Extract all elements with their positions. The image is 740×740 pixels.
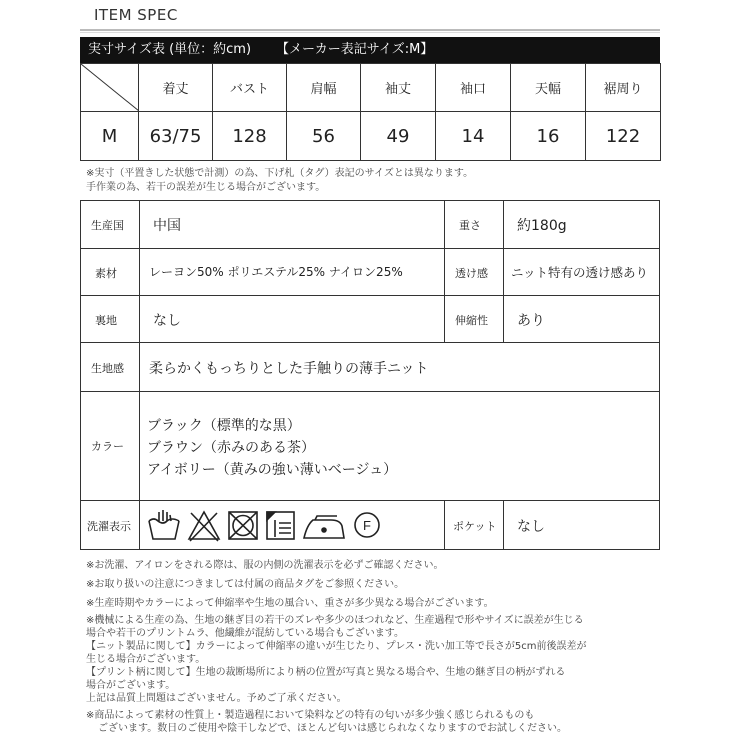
size-value: 16 <box>511 112 586 161</box>
footer-note: ※お取り扱いの注意につきましては付属の商品タグをご参照ください。 <box>86 579 405 590</box>
spec-table <box>80 200 660 550</box>
footer-note: 場合や若干のプリントムラ、他繊維が混紡している場合もございます。 <box>86 628 404 639</box>
size-value: 122 <box>586 112 661 161</box>
col-divider <box>503 201 504 342</box>
weight-value: 約180g <box>517 218 567 234</box>
col-divider <box>503 500 504 549</box>
stretch-label: 伸縮性 <box>455 314 488 327</box>
title-underline-thin <box>80 32 660 33</box>
size-table <box>80 63 661 161</box>
size-table-caption-bar <box>80 37 660 63</box>
texture-value: 柔らかくもっちりとした手触りの薄手ニット <box>149 361 429 377</box>
sheer-label: 透け感 <box>455 267 488 280</box>
wash-icons <box>145 507 435 543</box>
size-value: 56 <box>287 112 361 161</box>
size-note: ※実寸（平置きした状態で計測）の為、下げ札（タグ）表記のサイズとは異なります。 <box>86 168 474 179</box>
footer-note: 【ニット製品に関して】カラーによって伸縮率の違いが生じたり、プレス・洗い加工等で長さが5cm前後誤差が <box>86 641 587 652</box>
origin-value: 中国 <box>153 218 181 234</box>
material-value: レーヨン50% ポリエステル25% ナイロン25% <box>149 265 403 279</box>
size-header: 裾周り <box>586 64 661 112</box>
wash-label: 洗濯表示 <box>87 520 131 533</box>
pocket-label: ポケット <box>453 520 497 533</box>
footer-note: 【プリント柄に関して】生地の裁断場所により柄の位置が写真と異なる場合や、生地の継ぎ目の柄がずれる <box>86 667 566 678</box>
row-divider <box>81 342 659 343</box>
size-value: 128 <box>213 112 287 161</box>
no-bleach-icon <box>189 512 219 541</box>
maker-size-label: 【メーカー表記サイズ:M】 <box>276 42 434 57</box>
origin-label: 生産国 <box>91 219 124 232</box>
color-item: アイボリー（黄みの強い薄いベージュ） <box>147 462 398 478</box>
weight-label: 重さ <box>459 219 481 232</box>
lining-label: 裏地 <box>95 314 117 327</box>
col-divider <box>139 201 140 549</box>
iron-low-icon <box>304 516 344 538</box>
size-header: バスト <box>213 64 287 112</box>
size-header: 着丈 <box>139 64 213 112</box>
hand-wash-icon <box>149 510 179 539</box>
size-header: 袖丈 <box>361 64 436 112</box>
footer-note: 生じる場合がございます。 <box>86 654 206 665</box>
color-item: ブラウン（赤みのある茶） <box>147 440 315 456</box>
footer-note: ※機械による生産の為、生地の継ぎ目の若干のズレや多少のほつれなど、生産過程で形やサイズに誤差が生じる <box>86 615 584 626</box>
size-value: 14 <box>436 112 511 161</box>
footer-note: 上記は品質上問題はございません。予めご了承ください。 <box>86 693 347 704</box>
stretch-value: あり <box>517 313 545 329</box>
size-header: 肩幅 <box>287 64 361 112</box>
line-dry-shade-icon <box>267 512 294 539</box>
no-tumble-dry-icon <box>229 512 257 539</box>
size-value: 49 <box>361 112 436 161</box>
lining-value: なし <box>153 313 181 329</box>
size-header: 天幅 <box>511 64 586 112</box>
row-divider <box>81 295 659 296</box>
size-value: 63/75 <box>139 112 213 161</box>
footer-note: 場合がございます。 <box>86 680 176 691</box>
footer-note: ※お洗濯、アイロンをされる際は、服の内側の洗濯表示を必ずご確認ください。 <box>86 560 444 571</box>
sheer-value: ニット特有の透け感あり <box>511 265 649 280</box>
col-divider <box>444 500 445 549</box>
texture-label: 生地感 <box>91 362 124 375</box>
size-note: 手作業の為、若干の誤差が生じる場合がございます。 <box>86 182 326 193</box>
footer-note: ございます。数日のご使用や陰干しなどで、ほとんど匂いは感じられなくなりますのでお試しください。 <box>98 723 567 734</box>
col-divider <box>444 201 445 342</box>
color-item: ブラック（標準的な黒） <box>147 418 301 434</box>
size-label: M <box>81 112 139 161</box>
size-table-caption: 実寸サイズ表 (単位：約cm) <box>88 42 252 57</box>
row-divider <box>81 248 659 249</box>
diagonal-divider <box>81 64 139 111</box>
dry-clean-f-icon <box>355 513 379 537</box>
footer-note: ※商品によって素材の性質上・製造過程において染料などの特有の匂いが多少強く感じられるものも <box>86 710 535 721</box>
color-label: カラー <box>91 440 124 453</box>
title-underline <box>80 29 660 31</box>
row-divider <box>81 391 659 392</box>
size-header: 袖口 <box>436 64 511 112</box>
footer-note: ※生産時期やカラーによって伸縮率や生地の風合い、重さが多少異なる場合がございます。 <box>86 598 494 609</box>
dry-clean-letter: F <box>363 518 371 533</box>
pocket-value: なし <box>517 519 545 535</box>
size-table-corner <box>81 64 139 112</box>
material-label: 素材 <box>95 267 117 280</box>
row-divider <box>81 500 659 501</box>
section-title: ITEM SPEC <box>94 6 178 24</box>
